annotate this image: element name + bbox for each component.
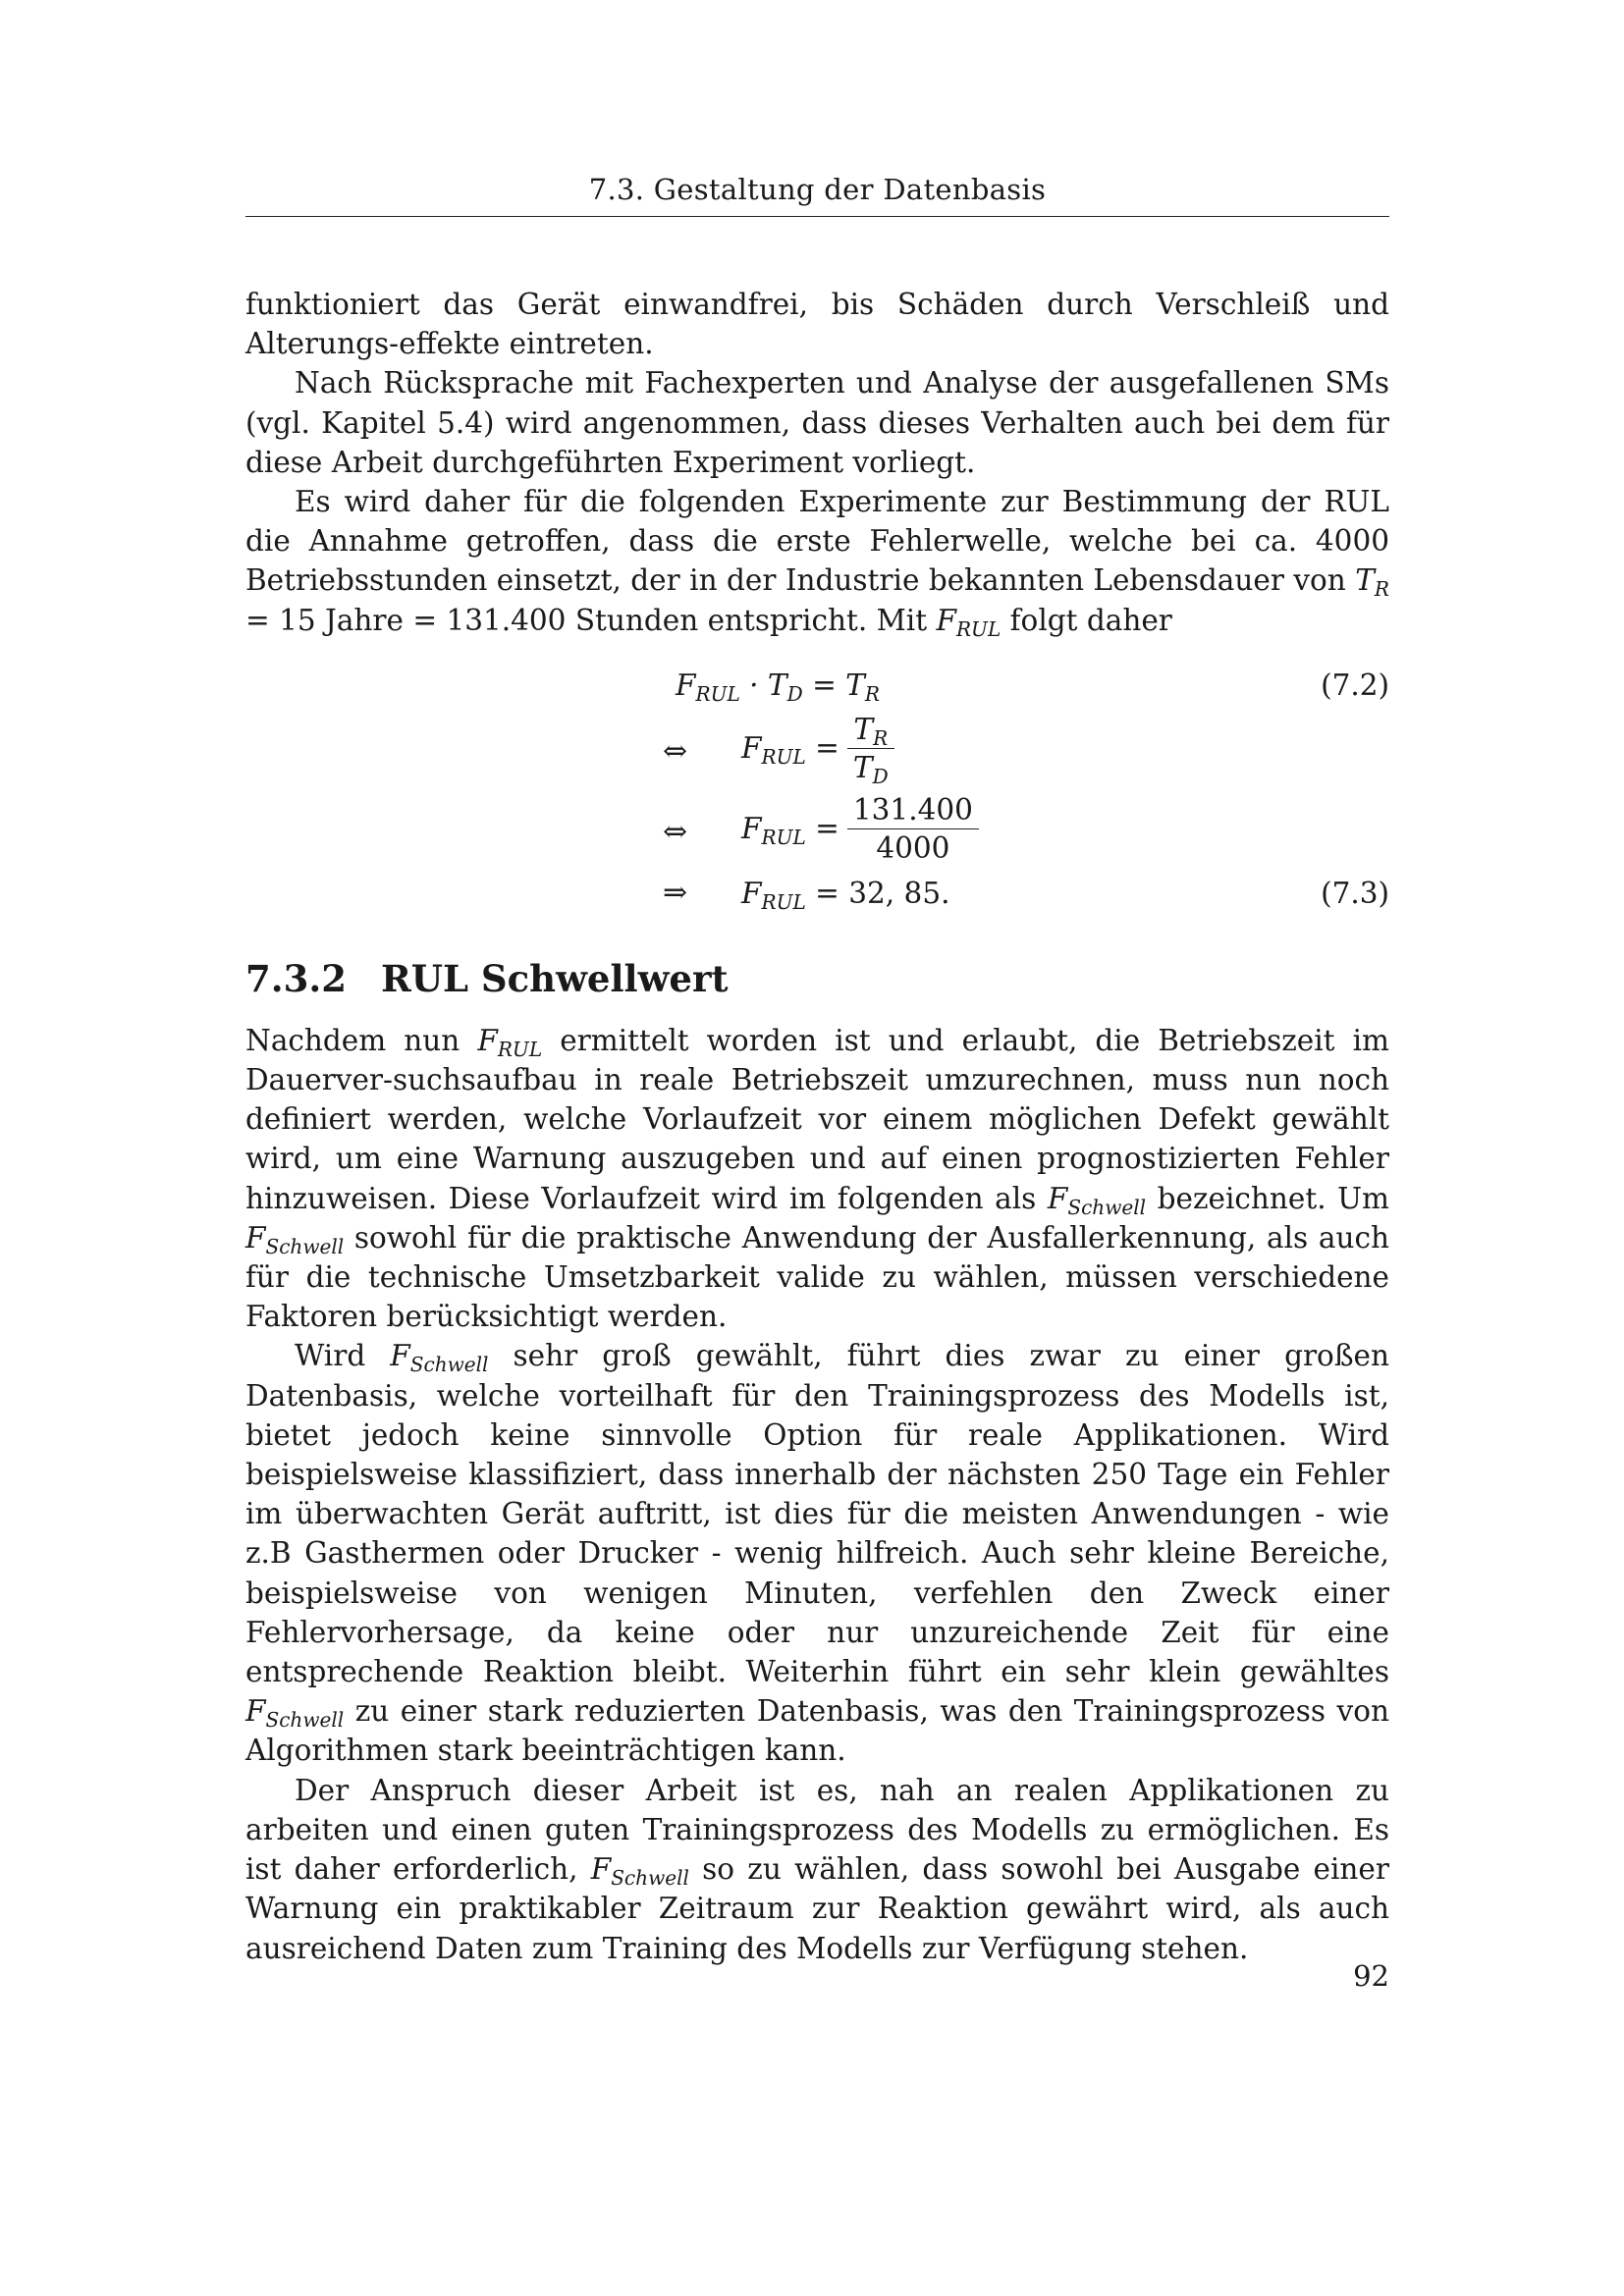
equation-number-7-3: (7.3)	[1321, 876, 1389, 910]
section-title: RUL Schwellwert	[381, 956, 729, 1000]
section-number: 7.3.2	[245, 956, 347, 1000]
equation-number-7-2: (7.2)	[1321, 667, 1389, 702]
document-page	[245, 0, 1389, 2296]
equation-row-2: ⇔ $F_{RUL}$ = $\frac{T_R}{T_D}$	[245, 732, 1389, 772]
equation-row-3: ⇔ $F_{RUL}$ = $\frac{131.400}{4000}$	[245, 813, 1389, 852]
paragraph-continuation: funktioniert das Gerät einwandfrei, bis Schäden durch Verschleiß und Alterungs-effekte eintreten.	[245, 288, 1389, 361]
equation-row-4: ⇒ $F_{RUL} = 32$, 85. (7.3)	[663, 875, 1389, 914]
paragraph-tradeoff: Wird $F_{Schwell}$ sehr groß gewählt, führt dies zwar zu einer großen Datenbasis, welche vorteilhaft für den Trainingsprozess des Modells ist, bietet jedoch keine sinnvolle Option für reale Applikationen. Wird beispielsweise klassifiziert, dass innerhalb der nächsten 250 Tage ein Fehler im überwachten Gerät auftritt, ist dies für die meisten Anwendungen - wie z.B Gasthermen oder Drucker - wenig hilfreich. Auch sehr kleine Bereiche, beispielsweise von wenigen Minuten, verfehlen den Zweck einer Fehlervorhersage, da keine oder nur unzureichende Zeit für eine entsprechende Reaktion bleibt. Weiterhin führt ein sehr klein gewähltes $F_{Schwell}$ zu einer stark reduzierten Datenbasis, was den Trainingsprozess von Algorithmen stark beeinträchtigen kann.	[245, 1339, 1389, 1768]
paragraph-assumption: Es wird daher für die folgenden Experimente zur Bestimmung der RUL die Annahme getroffen, dass die erste Fehlerwelle, welche bei ca. 4000 Betriebsstunden einsetzt, der in der Industrie bekannten Lebensdauer von $T_R = 15$ Jahre = 131.400 Stunden entspricht. Mit $F_{RUL}$ folgt daher	[245, 485, 1389, 641]
section-heading	[245, 956, 1389, 1001]
body-text	[245, 285, 1389, 1968]
header-rule	[245, 216, 1389, 217]
running-header: 7.3. Gestaltung der Datenbasis	[588, 173, 1047, 206]
paragraph-threshold-intro: Nachdem nun $F_{RUL}$ ermittelt worden ist und erlaubt, die Betriebszeit im Dauerver-suchsaufbau in reale Betriebszeit umzurechnen, muss nun noch definiert werden, welche Vorlaufzeit vor einem möglichen Defekt gewählt wird, um eine Warnung auszugeben und auf einen prognostizierten Fehler hinzuweisen. Diese Vorlaufzeit wird im folgenden als $F_{Schwell}$ bezeichnet. Um $F_{Schwell}$ sowohl für die praktische Anwendung der Ausfallerkennung, als auch für die technische Umsetzbarkeit valide zu wählen, müssen verschiedene Faktoren berücksichtigt werden.	[245, 1023, 1390, 1334]
fraction-values: $\frac{131.400}{4000}$	[847, 791, 979, 867]
paragraph-consultation: Nach Rücksprache mit Fachexperten und Analyse der ausgefallenen SMs (vgl. Kapitel 5.4) wird angenommen, dass dieses Verhalten auch bei dem für diese Arbeit durchgeführten Experiment vorliegt.	[245, 366, 1389, 479]
paragraph-goal: Der Anspruch dieser Arbeit ist es, nah an realen Applikationen zu arbeiten und einen guten Trainingsprozess des Modells zu ermöglichen. Es ist daher erforderlich, $F_{Schwell}$ so zu wählen, dass sowohl bei Ausgabe einer Warnung ein praktikabler Zeitraum zur Reaktion gewährt wird, als auch ausreichend Daten zum Training des Modells zur Verfügung stehen.	[245, 1773, 1389, 1965]
equation-block	[245, 656, 1389, 923]
equivalence-symbol: ⇔	[663, 733, 688, 769]
equivalence-symbol: ⇔	[663, 814, 688, 849]
implies-symbol: ⇒	[663, 875, 688, 910]
equation-row-1: $F_{RUL} \cdot T_D = T_R$ (7.2)	[245, 666, 1389, 705]
page-number: 92	[1353, 1959, 1389, 1993]
fraction-tr-td: $\frac{T_R}{T_D}$	[847, 711, 894, 786]
